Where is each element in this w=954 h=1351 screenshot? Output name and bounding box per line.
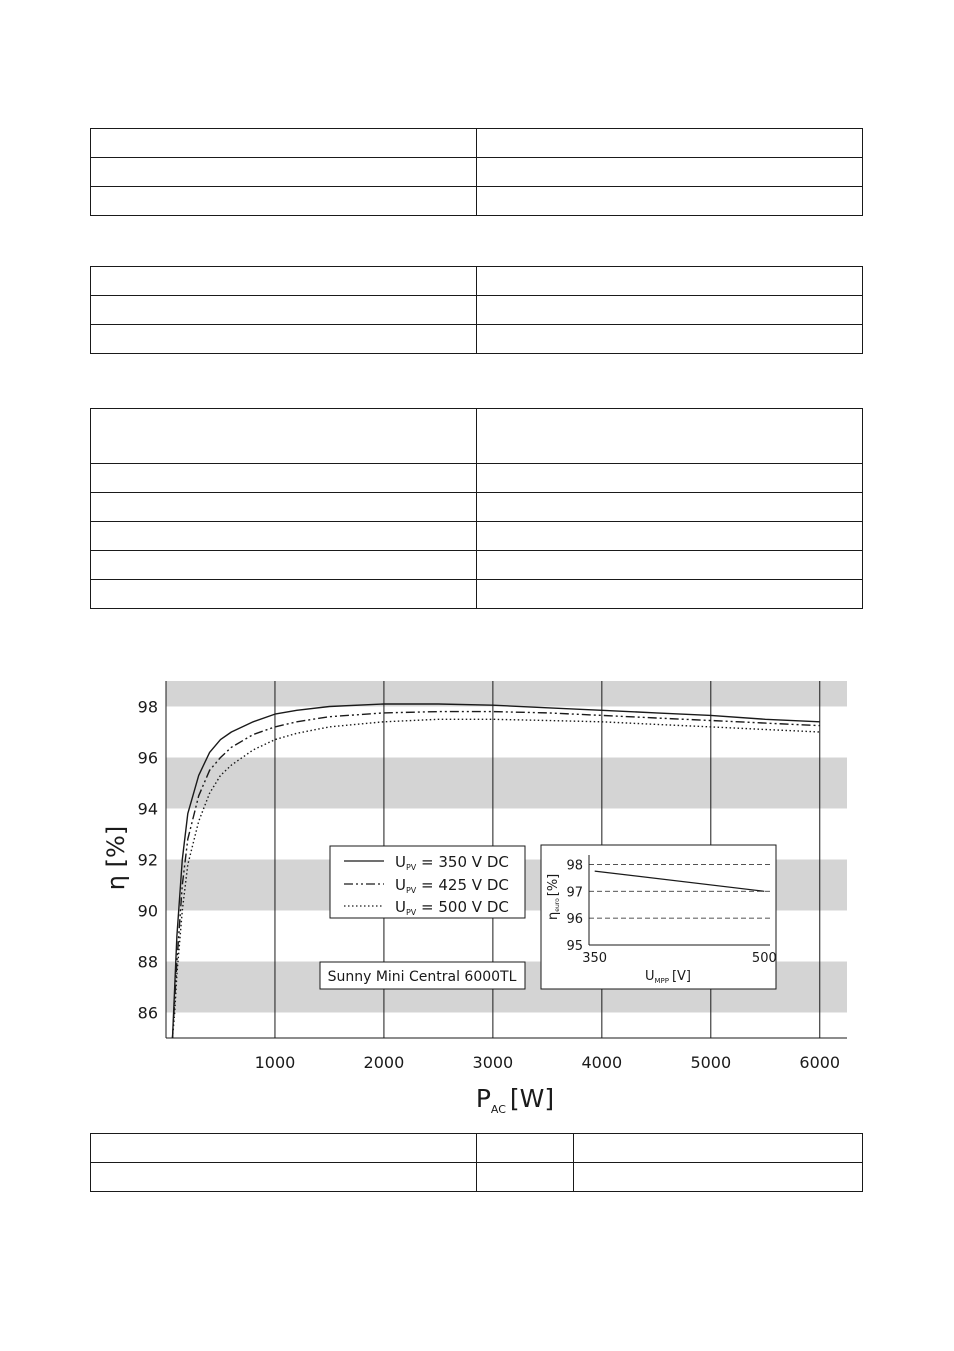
table-cell — [477, 580, 863, 609]
x-tick-label: 1000 — [254, 1053, 296, 1072]
legend-entry: $U_{PV} = 500$ V DC — [395, 898, 509, 917]
inset-x-axis-label: $U_{MPP}$ [V] — [644, 969, 692, 985]
table-cell — [574, 1134, 863, 1163]
efficiency-chart — [0, 660, 954, 1120]
product-label-text: Sunny Mini Central 6000TL — [327, 969, 517, 985]
x-tick-label: 6000 — [799, 1053, 841, 1072]
table-cell — [477, 464, 863, 493]
x-axis-label-unit: [W] — [509, 1084, 555, 1113]
y-axis-label: η [%] — [102, 825, 130, 891]
y-tick-labels — [138, 698, 158, 1023]
table-cell — [91, 1134, 477, 1163]
legend-entry: $U_{PV} = 425$ V DC — [395, 876, 509, 895]
table-4 — [90, 1133, 863, 1192]
grid-band — [166, 758, 847, 809]
table-cell — [477, 493, 863, 522]
table-cell — [91, 409, 477, 464]
table-cell — [477, 522, 863, 551]
table-cell — [91, 580, 477, 609]
table-cell — [477, 1134, 574, 1163]
x-tick-label: 2000 — [363, 1053, 405, 1072]
inset-y-tick-label: 96 — [566, 912, 583, 928]
table-cell — [91, 493, 477, 522]
y-tick-label: 94 — [137, 799, 158, 819]
table-cell — [91, 129, 477, 158]
inset-x-tick-label: 350 — [582, 951, 608, 966]
table-1 — [90, 128, 863, 216]
legend — [330, 846, 525, 918]
table-cell — [477, 158, 863, 187]
table-cell — [477, 129, 863, 158]
table-cell — [477, 551, 863, 580]
inset-y-axis-label: ηeuro[%] — [546, 873, 561, 920]
x-tick-label: 4000 — [581, 1053, 623, 1072]
table-cell — [91, 464, 477, 493]
inset-chart — [541, 845, 777, 989]
table-cell — [91, 267, 477, 296]
x-axis-label — [476, 1084, 554, 1116]
product-label — [320, 962, 525, 989]
table-cell — [477, 409, 863, 464]
inset-x-tick-label: 500 — [751, 951, 777, 966]
table-cell — [574, 1163, 863, 1192]
table-cell — [91, 187, 477, 216]
table-cell — [477, 187, 863, 216]
x-axis-label-sub: AC — [490, 1103, 506, 1116]
table-cell — [477, 267, 863, 296]
table-cell — [477, 296, 863, 325]
y-tick-label: 90 — [137, 901, 158, 921]
table-cell — [91, 325, 477, 354]
table-3 — [90, 408, 863, 609]
table-cell — [91, 551, 477, 580]
grid-band — [166, 681, 847, 707]
x-tick-label: 3000 — [472, 1053, 514, 1072]
legend-entry: $U_{PV} = 350$ V DC — [395, 853, 509, 872]
table-cell — [91, 522, 477, 551]
x-tick-labels — [255, 1053, 841, 1072]
table-cell — [477, 325, 863, 354]
y-tick-label: 88 — [137, 952, 158, 972]
y-tick-label: 86 — [137, 1003, 158, 1023]
y-tick-label: 96 — [137, 748, 158, 768]
y-tick-label: 98 — [137, 697, 158, 717]
inset-y-tick-label: 95 — [566, 939, 583, 954]
x-tick-label: 5000 — [690, 1053, 732, 1072]
table-2 — [90, 266, 863, 354]
x-axis-label-main: P — [475, 1084, 491, 1113]
inset-y-tick-label: 98 — [566, 858, 583, 874]
table-cell — [91, 1163, 477, 1192]
y-tick-label: 92 — [137, 850, 158, 870]
inset-y-tick-label: 97 — [566, 885, 583, 901]
table-cell — [477, 1163, 574, 1192]
table-cell — [91, 296, 477, 325]
table-cell — [91, 158, 477, 187]
